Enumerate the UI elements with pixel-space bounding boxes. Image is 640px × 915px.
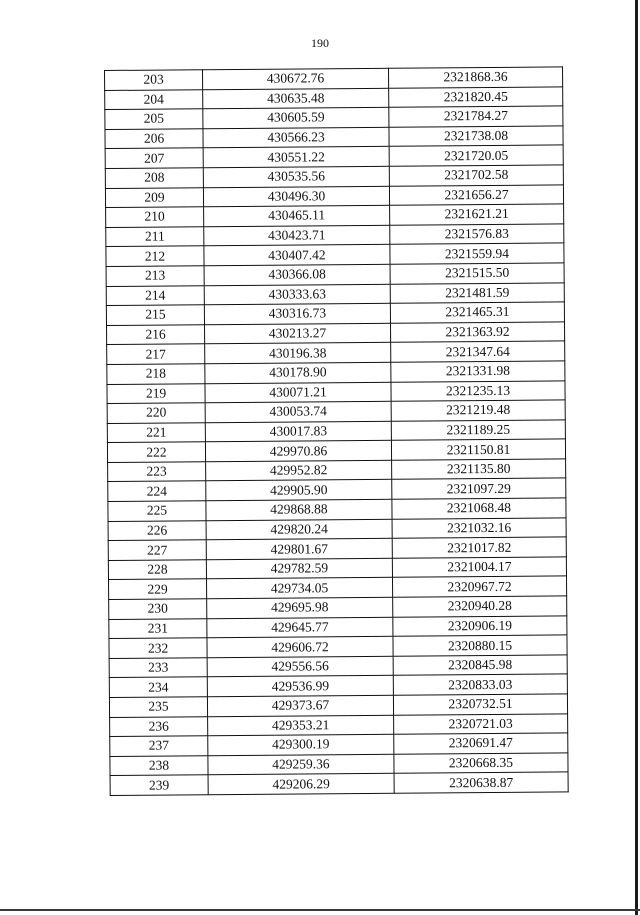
point-id-cell: 226 [108,520,206,540]
page-edge-bottom [0,909,640,911]
y-coordinate-cell: 2321331.98 [391,361,565,382]
point-id-cell: 230 [109,599,207,619]
point-id-cell: 203 [105,70,203,90]
x-coordinate-cell: 430566.23 [203,127,389,148]
point-id-cell: 227 [108,540,206,560]
x-coordinate-cell: 429556.56 [207,656,393,677]
point-id-cell: 217 [107,344,205,364]
y-coordinate-cell: 2321656.27 [389,184,563,205]
y-coordinate-cell: 2321219.48 [391,400,565,421]
y-coordinate-cell: 2320638.87 [394,772,568,793]
y-coordinate-cell: 2321189.25 [391,420,565,441]
y-coordinate-cell: 2321235.13 [391,380,565,401]
page-number: 190 [311,36,329,50]
x-coordinate-cell: 430071.21 [205,382,391,403]
x-coordinate-cell: 429259.36 [208,754,394,775]
point-id-cell: 223 [108,462,206,482]
y-coordinate-cell: 2320691.47 [394,733,568,754]
point-id-cell: 206 [105,129,203,149]
point-id-cell: 218 [107,364,205,384]
y-coordinate-cell: 2321720.05 [389,145,563,166]
point-id-cell: 228 [108,560,206,580]
x-coordinate-cell: 429536.99 [207,676,393,697]
y-coordinate-cell: 2321481.59 [390,282,564,303]
point-id-cell: 212 [106,246,204,266]
y-coordinate-cell: 2321017.82 [392,537,566,558]
point-id-cell: 213 [106,266,204,286]
y-coordinate-cell: 2321150.81 [391,439,565,460]
y-coordinate-cell: 2321820.45 [389,86,563,107]
x-coordinate-cell: 429782.59 [206,558,392,579]
coordinate-table-body [105,67,569,796]
x-coordinate-cell: 430196.38 [205,343,391,364]
point-id-cell: 234 [109,677,207,697]
y-coordinate-cell: 2321559.94 [390,243,564,264]
point-id-cell: 216 [107,324,205,344]
point-id-cell: 215 [106,305,204,325]
x-coordinate-cell: 430178.90 [205,362,391,383]
x-coordinate-cell: 430496.30 [203,186,389,207]
x-coordinate-cell: 429645.77 [207,617,393,638]
y-coordinate-cell: 2320721.03 [394,713,568,734]
point-id-cell: 222 [107,442,205,462]
x-coordinate-cell: 429801.67 [206,539,392,560]
x-coordinate-cell: 430017.83 [205,421,391,442]
y-coordinate-cell: 2321868.36 [388,67,562,88]
point-id-cell: 204 [105,89,203,109]
x-coordinate-cell: 430423.71 [204,225,390,246]
point-id-cell: 233 [109,658,207,678]
y-coordinate-cell: 2320967.72 [392,576,566,597]
y-coordinate-cell: 2321702.58 [389,165,563,186]
table-row [110,772,568,795]
point-id-cell: 219 [107,383,205,403]
point-id-cell: 231 [109,618,207,638]
point-id-cell: 235 [109,697,207,717]
y-coordinate-cell: 2321515.50 [390,263,564,284]
point-id-cell: 238 [110,755,208,775]
x-coordinate-cell: 429606.72 [207,636,393,657]
point-id-cell: 224 [108,481,206,501]
point-id-cell: 232 [109,638,207,658]
x-coordinate-cell: 430465.11 [204,205,390,226]
y-coordinate-cell: 2320880.15 [393,635,567,656]
x-coordinate-cell: 429952.82 [206,460,392,481]
point-id-cell: 207 [105,148,203,168]
y-coordinate-cell: 2321465.31 [390,302,564,323]
point-id-cell: 229 [109,579,207,599]
x-coordinate-cell: 429734.05 [207,578,393,599]
point-id-cell: 220 [107,403,205,423]
y-coordinate-cell: 2320906.19 [393,616,567,637]
page-edge-right [635,0,638,915]
x-coordinate-cell: 430672.76 [203,68,389,89]
y-coordinate-cell: 2320940.28 [393,596,567,617]
x-coordinate-cell: 430213.27 [205,323,391,344]
y-coordinate-cell: 2321363.92 [390,322,564,343]
y-coordinate-cell: 2321068.48 [392,498,566,519]
point-id-cell: 210 [106,207,204,227]
y-coordinate-cell: 2320833.03 [393,674,567,695]
x-coordinate-cell: 429695.98 [207,597,393,618]
coordinate-table [104,66,569,796]
x-coordinate-cell: 429868.88 [206,499,392,520]
x-coordinate-cell: 429300.19 [208,734,394,755]
x-coordinate-cell: 429353.21 [208,715,394,736]
point-id-cell: 208 [105,168,203,188]
x-coordinate-cell: 429820.24 [206,519,392,540]
y-coordinate-cell: 2320845.98 [393,655,567,676]
point-id-cell: 225 [108,501,206,521]
y-coordinate-cell: 2321621.21 [390,204,564,225]
point-id-cell: 214 [106,285,204,305]
x-coordinate-cell: 430053.74 [205,401,391,422]
point-id-cell: 209 [105,187,203,207]
point-id-cell: 221 [107,422,205,442]
x-coordinate-cell: 429970.86 [205,441,391,462]
y-coordinate-cell: 2321738.08 [389,126,563,147]
x-coordinate-cell: 430605.59 [203,107,389,128]
x-coordinate-cell: 430333.63 [204,284,390,305]
x-coordinate-cell: 430366.08 [204,264,390,285]
point-id-cell: 211 [106,226,204,246]
point-id-cell: 239 [110,775,208,795]
x-coordinate-cell: 430316.73 [204,303,390,324]
y-coordinate-cell: 2321576.83 [390,224,564,245]
y-coordinate-cell: 2321784.27 [389,106,563,127]
y-coordinate-cell: 2321097.29 [392,478,566,499]
y-coordinate-cell: 2321032.16 [392,518,566,539]
x-coordinate-cell: 430535.56 [203,166,389,187]
point-id-cell: 236 [110,716,208,736]
point-id-cell: 205 [105,109,203,129]
x-coordinate-cell: 430635.48 [203,88,389,109]
y-coordinate-cell: 2321347.64 [391,341,565,362]
x-coordinate-cell: 429206.29 [208,774,394,795]
y-coordinate-cell: 2321135.80 [392,459,566,480]
point-id-cell: 237 [110,736,208,756]
y-coordinate-cell: 2320732.51 [393,694,567,715]
y-coordinate-cell: 2321004.17 [392,557,566,578]
x-coordinate-cell: 429373.67 [207,695,393,716]
x-coordinate-cell: 430551.22 [203,147,389,168]
x-coordinate-cell: 429905.90 [206,480,392,501]
x-coordinate-cell: 430407.42 [204,245,390,266]
y-coordinate-cell: 2320668.35 [394,753,568,774]
